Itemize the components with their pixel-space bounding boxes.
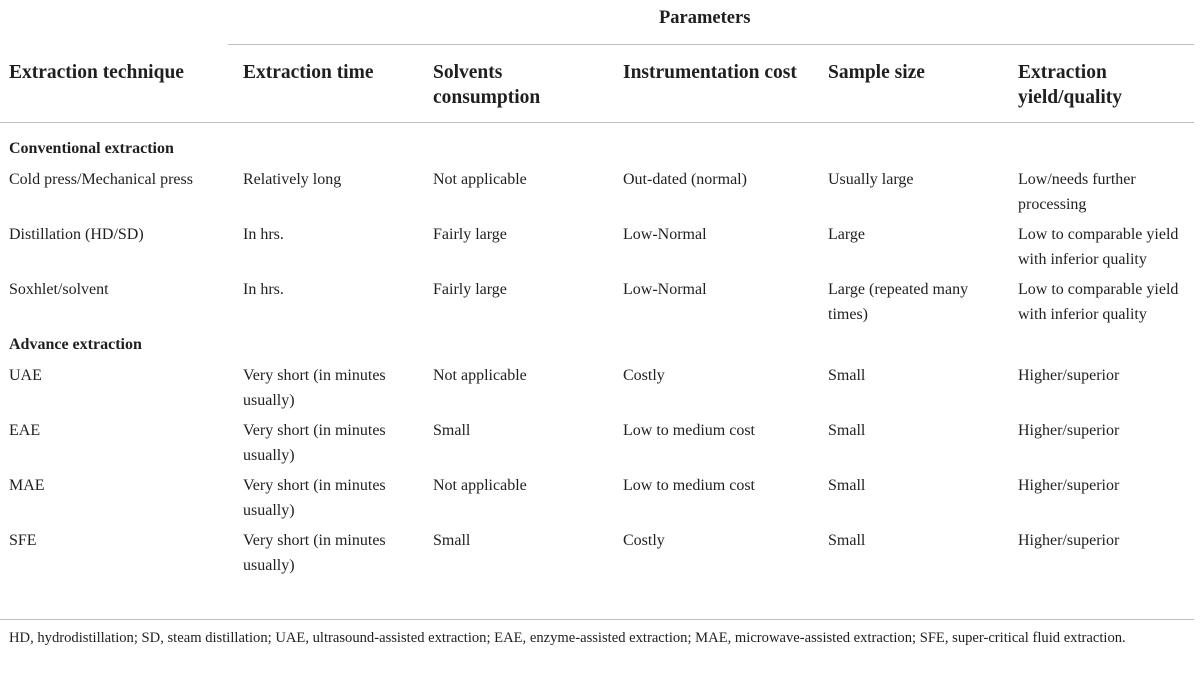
cell-sample-size: Small xyxy=(828,422,866,439)
cell-solvents: Fairly large xyxy=(433,226,507,243)
column-header-solvents: Solvents consumption xyxy=(433,62,541,108)
cell-technique: UAE xyxy=(9,367,42,384)
cell-yield: Higher/superior xyxy=(1018,367,1120,384)
column-header-time: Extraction time xyxy=(243,62,374,83)
cell-technique: Cold press/Mechanical press xyxy=(9,171,193,188)
cell-time: Very short (in minutes usually) xyxy=(243,367,386,409)
cell-time: Very short (in minutes usually) xyxy=(243,532,386,574)
cell-solvents: Small xyxy=(433,422,471,439)
cell-sample-size: Usually large xyxy=(828,171,914,188)
cell-yield: Higher/superior xyxy=(1018,422,1120,439)
column-header-technique: Extraction technique xyxy=(9,62,184,83)
cell-yield: Low to comparable yield with inferior quality xyxy=(1018,281,1179,323)
cell-technique: Distillation (HD/SD) xyxy=(9,226,144,243)
cell-sample-size: Small xyxy=(828,477,866,494)
section-label: Conventional extraction xyxy=(9,140,174,157)
cell-solvents: Not applicable xyxy=(433,477,527,494)
cell-cost: Low-Normal xyxy=(623,226,707,243)
cell-yield: Low/needs further processing xyxy=(1018,171,1136,213)
cell-technique: Soxhlet/solvent xyxy=(9,281,109,298)
column-header-yield: Extraction yield/quality xyxy=(1018,62,1123,108)
cell-time: Very short (in minutes usually) xyxy=(243,422,386,464)
cell-sample-size: Small xyxy=(828,532,866,549)
table-footnote: HD, hydrodistillation; SD, steam distillation; UAE, ultrasound-assisted extraction; EAE, enzyme-assisted extraction; MAE, microwave-assisted extraction; SFE, super-critical fluid extraction. xyxy=(9,630,1126,646)
column-header-instrument-cost: Instrumentation cost xyxy=(623,62,797,83)
parameters-label: Parameters xyxy=(659,8,751,28)
cell-cost: Costly xyxy=(623,532,665,549)
cell-time: Very short (in minutes usually) xyxy=(243,477,386,519)
cell-technique: EAE xyxy=(9,422,41,439)
cell-sample-size: Large xyxy=(828,226,866,243)
cell-cost: Low to medium cost xyxy=(623,422,755,439)
cell-sample-size: Small xyxy=(828,367,866,384)
cell-cost: Low-Normal xyxy=(623,281,707,298)
column-header-sample-size: Sample size xyxy=(828,62,925,83)
cell-solvents: Fairly large xyxy=(433,281,507,298)
cell-cost: Out-dated (normal) xyxy=(623,171,747,188)
cell-time: In hrs. xyxy=(243,226,284,243)
cell-cost: Low to medium cost xyxy=(623,477,755,494)
cell-solvents: Not applicable xyxy=(433,171,527,188)
cell-time: In hrs. xyxy=(243,281,284,298)
section-label: Advance extraction xyxy=(9,336,142,353)
cell-solvents: Small xyxy=(433,532,471,549)
cell-yield: Higher/superior xyxy=(1018,532,1120,549)
footnote-divider xyxy=(0,619,1194,620)
header-divider xyxy=(0,122,1194,123)
cell-yield: Higher/superior xyxy=(1018,477,1120,494)
cell-yield: Low to comparable yield with inferior quality xyxy=(1018,226,1179,268)
cell-sample-size: Large (repeated many times) xyxy=(828,281,969,323)
cell-time: Relatively long xyxy=(243,171,342,188)
cell-technique: MAE xyxy=(9,477,45,494)
cell-technique: SFE xyxy=(9,532,37,549)
cell-solvents: Not applicable xyxy=(433,367,527,384)
cell-cost: Costly xyxy=(623,367,665,384)
parameters-group-header xyxy=(228,6,1194,45)
